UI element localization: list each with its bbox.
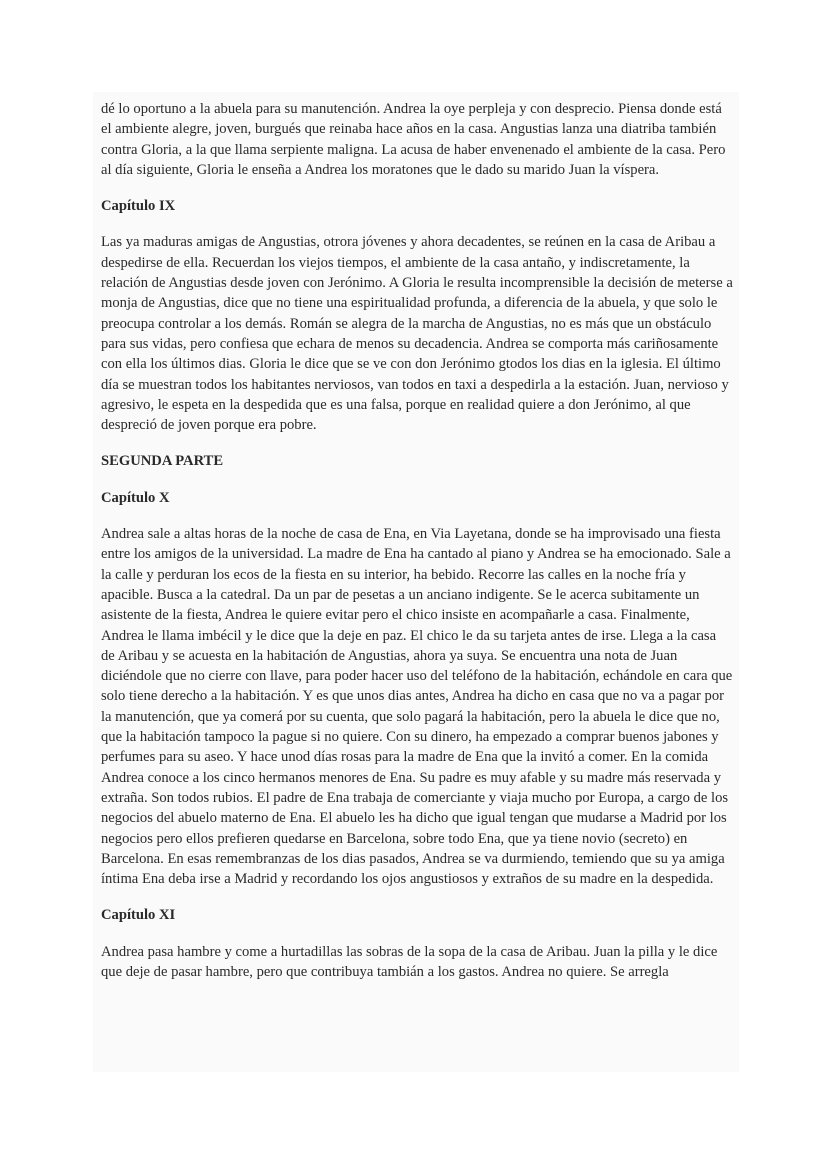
spacer bbox=[101, 926, 733, 942]
spacer bbox=[101, 508, 733, 524]
spacer bbox=[101, 180, 733, 196]
spacer bbox=[101, 435, 733, 451]
spacer bbox=[101, 889, 733, 905]
part-heading: SEGUNDA PARTE bbox=[101, 453, 224, 470]
spacer bbox=[101, 216, 733, 232]
spacer bbox=[101, 472, 733, 488]
paragraph: Las ya maduras amigas de Angustias, otrora jóvenes y ahora decadentes, se reúnen en la casa de Aribau a despedirse de ella. Recuerdan los viejos tiempos, el ambiente de la casa antaño, y indiscretamente, la relación de Angustias desde joven con Jerónimo. A Gloria le resulta incomprensible la decisión de meterse a monja de Angustias, dice que no tiene una espiritualidad profunda, a diferencia de la abuela, y que solo le preocupa controlar a los demás. Román se alegra de la marcha de Angustias, no es más que un obstáculo para sus vidas, pero confiesa que echara de menos su decadencia. Andrea se comporta más cariñosamente con ella los últimos dias. Gloria le dice que se ve con don Jerónimo gtodos los dias en la iglesia. El último día se muestran todos los habitantes nerviosos, van todos en taxi a despedirla a la estación. Juan, nervioso y agresivo, le espeta en la despedida que es una falsa, porque en realidad quiere a don Jerónimo, al que despreció de joven porque era pobre. bbox=[101, 234, 733, 434]
chapter-heading: Capítulo IX bbox=[101, 198, 176, 215]
document-page bbox=[93, 92, 739, 1072]
paragraph: Andrea pasa hambre y come a hurtadillas las sobras de la sopa de la casa de Aribau. Juan la pilla y le dice que deje de pasar hambre, pero que contribuya tambián a los gastos. Andrea no quiere. Se arregla bbox=[101, 943, 718, 980]
chapter-heading: Capítulo X bbox=[101, 489, 170, 506]
paragraph: dé lo oportuno a la abuela para su manutención. Andrea la oye perpleja y con desprecio. Piensa donde está el ambiente alegre, joven, burgués que reinaba hace años en la casa. Angustias lanza una diatriba también contra Gloria, a la que llama serpiente maligna. La acusa de haber envenenado el ambiente de la casa. Pero al día siguiente, Gloria le enseña a Andrea los moratones que le dado su marido Juan la víspera. bbox=[101, 101, 726, 178]
paragraph: Andrea sale a altas horas de la noche de casa de Ena, en Via Layetana, donde se ha improvisado una fiesta entre los amigos de la universidad. La madre de Ena ha cantado al piano y Andrea se ha emocionado. Sale a la calle y perduran los ecos de la fiesta en su interior, ha bebido. Recorre las calles en la noche fría y apacible. Busca a la catedral. Da un par de pesetas a un anciano indigente. Se le acerca subitamente un asistente de la fiesta, Andrea le quiere evitar pero el chico insiste en acompañarle a casa. Finalmente, Andrea le llama imbécil y le dice que la deje en paz. El chico le da su tarjeta antes de irse. Llega a la casa de Aribau y se acuesta en la habitación de Angustias, ahora ya suya. Se encuentra una nota de Juan diciéndole que no cierre con llave, para poder hacer uso del teléfono de la habitación, echándole en cara que solo tiene derecho a la habitación. Y es que unos dias antes, Andrea ha dicho en casa que no va a pagar por la manutención, que ya comerá por su cuenta, que solo pagará la habitación, pero la abuela le dice que no, que la habitación tampoco la pague si no quiere. Con su dinero, ha empezado a comprar buenos jabones y perfumes para su aseo. Y hace unod días rosas para la madre de Ena que la invitó a comer. En la comida Andrea conoce a los cinco hermanos menores de Ena. Su padre es muy afable y su madre más reservada y extraña. Son todos rubios. El padre de Ena trabaja de comerciante y viaja mucho por Europa, a cargo de los negocios del abuelo materno de Ena. El abuelo les ha dicho que igual tengan que mudarse a Madrid por los negocios pero ellos prefieren quedarse en Barcelona, sobre todo Ena, que ya tiene novio (secreto) en Barcelona. En esas remembranzas de los dias pasados, Andrea se va durmiendo, temiendo que su ya amiga íntima Ena deba irse a Madrid y recordando los ojos angustiosos y extraños de su madre en la despedida. bbox=[101, 526, 733, 888]
document-body bbox=[101, 99, 733, 982]
chapter-heading: Capítulo XI bbox=[101, 907, 176, 924]
